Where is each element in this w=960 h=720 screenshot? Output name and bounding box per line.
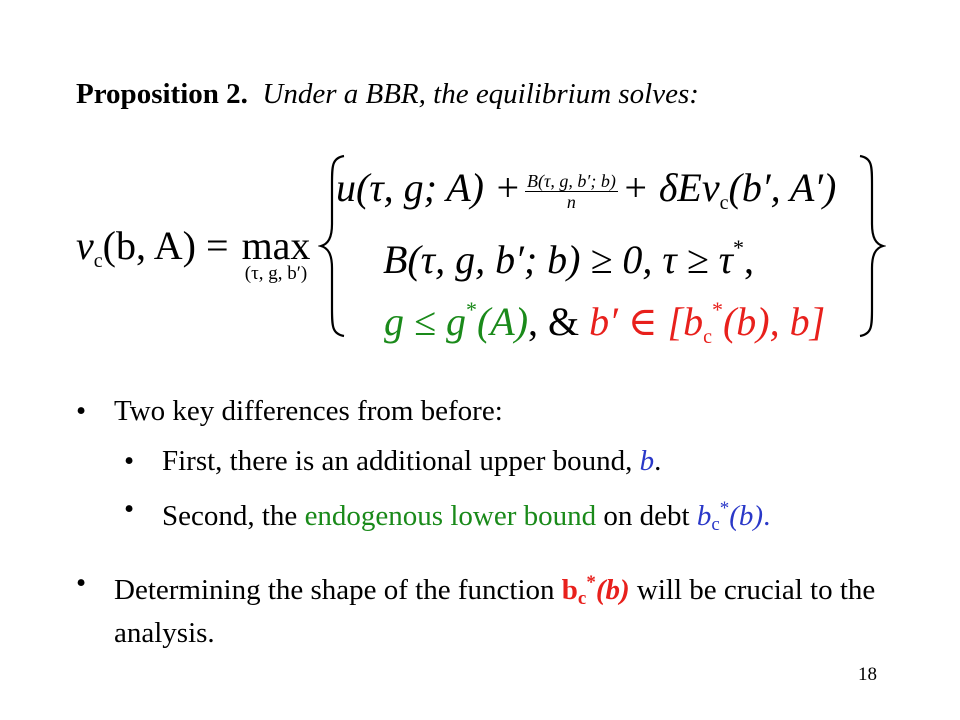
bullet-text-part: First, there is an additional upper bound, bbox=[162, 445, 640, 477]
row2-tail: , bbox=[744, 237, 754, 282]
bullet-text-part: on debt bbox=[596, 500, 697, 532]
bullet-text bbox=[162, 492, 770, 542]
debt-subscript: c bbox=[703, 326, 712, 348]
debt-interval-open: b′ ∈ [b bbox=[589, 299, 704, 344]
lhs-v: v bbox=[76, 223, 94, 268]
endogenous-lower-bound: endogenous lower bound bbox=[304, 500, 597, 532]
debt-star: * bbox=[711, 297, 723, 322]
upper-bound-b: b bbox=[639, 445, 655, 477]
bullet-text: Two key differences from before: bbox=[114, 395, 503, 427]
max-operator bbox=[224, 222, 328, 284]
shape-star: * bbox=[586, 572, 596, 593]
fraction-denominator: n bbox=[566, 192, 576, 213]
bullet-icon: • bbox=[76, 567, 87, 599]
row3-separator: , & bbox=[528, 299, 590, 344]
bullet-text-part: Determining the shape of the function bbox=[114, 574, 562, 606]
constraint-row-bounds bbox=[384, 286, 825, 361]
lhs-args: (b, A) = bbox=[102, 223, 229, 268]
bullet-text-part: . bbox=[763, 500, 771, 532]
bullet-icon: • bbox=[124, 445, 135, 477]
bullet-shape-function bbox=[76, 566, 916, 649]
g-bound: g ≤ g bbox=[384, 299, 466, 344]
objective-u: u(τ, g; A) + bbox=[336, 165, 521, 210]
max-word: max bbox=[241, 223, 311, 268]
constraint-row-objective bbox=[336, 164, 836, 227]
shape-sub: c bbox=[577, 588, 587, 609]
g-constraint bbox=[384, 299, 528, 344]
lower-bound-arg: (b) bbox=[729, 500, 764, 532]
fraction bbox=[525, 171, 618, 212]
debt-constraint bbox=[589, 297, 826, 348]
shape-b: b bbox=[561, 574, 578, 606]
slide-number: 18 bbox=[858, 664, 877, 685]
continuation-subscript: c bbox=[719, 192, 729, 214]
lower-bound-star: * bbox=[719, 498, 730, 519]
shape-arg: (b) bbox=[595, 574, 630, 606]
g-arg: (A) bbox=[476, 299, 529, 344]
continuation-args: (b′, A′) bbox=[728, 165, 837, 210]
right-brace-icon bbox=[856, 154, 886, 338]
lower-bound-b: b bbox=[696, 500, 712, 532]
bullet-text-part: Second, the bbox=[162, 500, 305, 532]
bullet-text bbox=[162, 444, 661, 478]
bullet-text-part: . bbox=[654, 445, 662, 477]
g-star: * bbox=[465, 297, 477, 322]
bullet-text bbox=[114, 566, 914, 650]
lower-bound-function bbox=[696, 498, 771, 535]
bullet-icon: • bbox=[76, 395, 87, 427]
lhs-subscript: c bbox=[93, 250, 103, 272]
continuation-term: + δEv bbox=[621, 165, 720, 210]
lower-bound-sub: c bbox=[711, 514, 720, 535]
max-subscript: (τ, g, b′) bbox=[244, 263, 308, 284]
equation-lhs bbox=[76, 222, 229, 285]
tau-star: * bbox=[733, 235, 744, 260]
budget-constraint: B(τ, g, b′; b) ≥ 0, τ ≥ τ bbox=[383, 237, 733, 282]
bullet-text-part: will be crucial to the analysis. bbox=[114, 574, 876, 649]
debt-interval-close: (b), b] bbox=[722, 299, 826, 344]
shape-function bbox=[561, 572, 630, 609]
proposition-heading: Proposition 2. bbox=[76, 78, 248, 110]
bullet-icon: • bbox=[124, 493, 135, 525]
proposition-statement: Under a BBR, the equilibrium solves: bbox=[262, 78, 699, 110]
constraint-row-budget bbox=[383, 224, 754, 284]
fraction-numerator: B(τ, g, b′; b) bbox=[526, 171, 616, 192]
